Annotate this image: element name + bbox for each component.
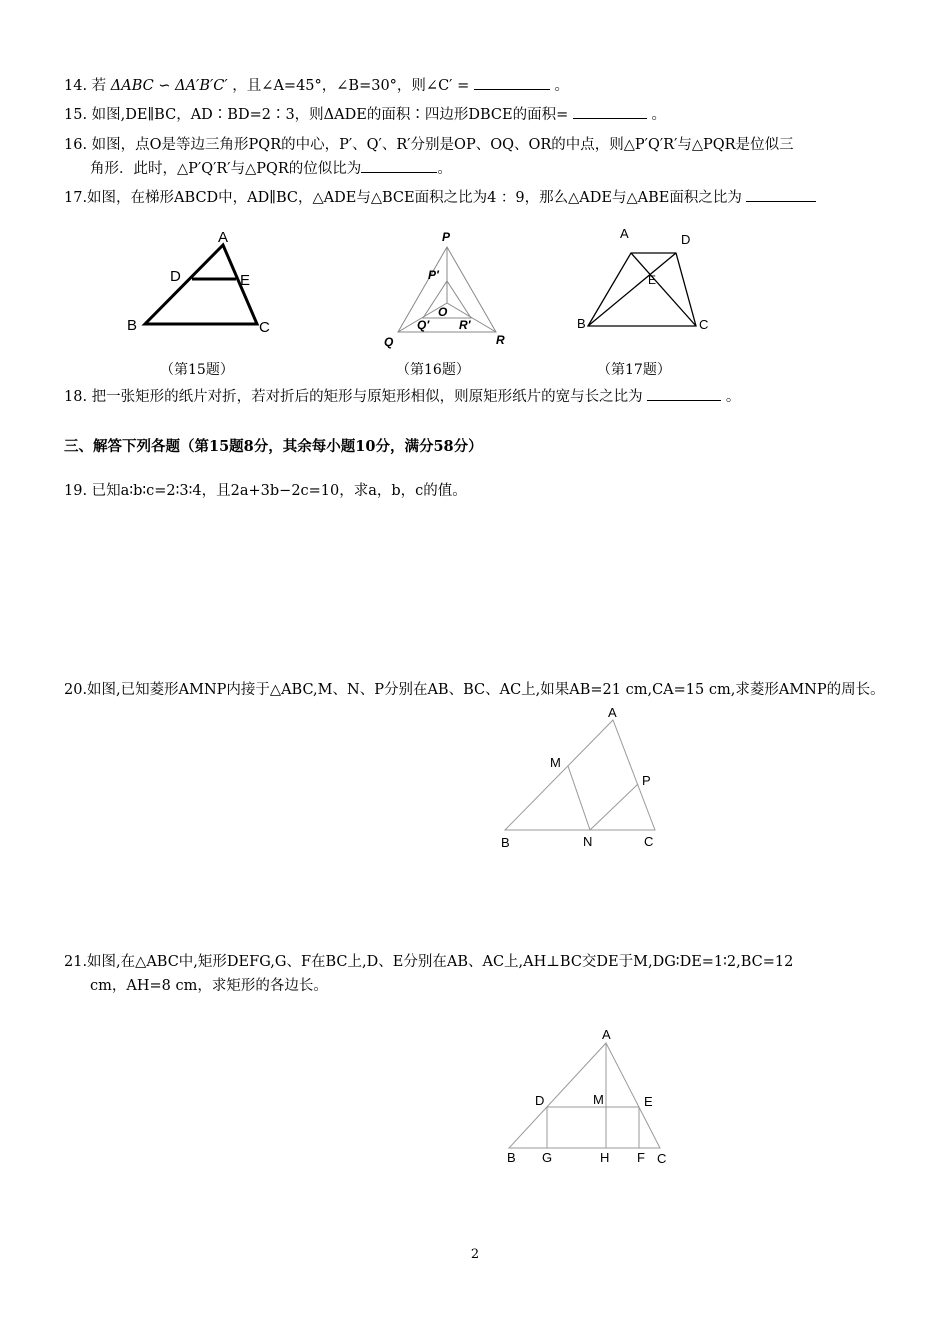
fig21-label-e: E <box>644 1094 653 1109</box>
figure-15 <box>120 225 290 340</box>
question-16 <box>64 133 904 181</box>
q15-end: 。 <box>651 107 666 123</box>
fig16-label-p: P <box>442 230 451 244</box>
q14-formula: ΔABC ∽ ΔA′B′C′ <box>110 78 228 94</box>
fig20-label-b: B <box>501 835 510 850</box>
question-15 <box>64 103 666 124</box>
q16-end: 。 <box>437 161 452 177</box>
fig15-label-d: D <box>170 268 181 285</box>
fig16-label-o: O <box>438 305 448 319</box>
q15-text: 15. 如图,DE∥BC，AD∶BD=2∶3，则ΔADE的面积∶四边形DBCE的面积= <box>64 107 569 123</box>
q17-answer-blank <box>746 201 816 202</box>
q14-prefix: 14. 若 <box>64 78 107 94</box>
fig21-label-d: D <box>535 1093 545 1108</box>
figure-20 <box>495 700 675 855</box>
question-19: 19. 已知a∶b∶c=2∶3∶4，且2a+3b−2c=10，求a，b，c的值。 <box>64 483 467 499</box>
fig15-label-b: B <box>127 317 138 334</box>
fig17-caption: （第17题） <box>597 362 671 378</box>
fig15-label-c: C <box>259 319 270 336</box>
q21-line1: 21.如图,在△ABC中,矩形DEFG,G、F在BC上,D、E分别在AB、AC上,AH⊥BC交DE于M,DG∶DE=1∶2,BC=12 <box>64 954 794 970</box>
fig16-label-p-prime: P′ <box>428 268 439 282</box>
fig17-label-a: A <box>620 226 629 241</box>
fig20-label-n: N <box>583 834 593 849</box>
fig16-label-r-prime: R′ <box>459 318 471 332</box>
question-20: 20.如图,已知菱形AMNP内接于△ABC,M、N、P分别在AB、BC、AC上,如果AB=21 cm,CA=15 cm,求菱形AMNP的周长。 <box>64 682 885 698</box>
figure-16 <box>380 225 520 350</box>
fig21-label-b: B <box>507 1150 516 1165</box>
question-14 <box>64 74 569 95</box>
q18-answer-blank <box>647 400 721 401</box>
fig16-label-q: Q <box>384 335 394 349</box>
q17-text: 17.如图，在梯形ABCD中，AD∥BC，△ADE与△BCE面积之比为4 ：9，那么△ADE与△ABE面积之比为 <box>64 190 742 206</box>
fig16-caption: （第16题） <box>396 362 470 378</box>
fig15-label-e: E <box>240 272 251 289</box>
q16-answer-blank <box>361 172 437 173</box>
q14-suffix: ，且∠A=45°，∠B=30°，则∠C′ = <box>232 78 470 94</box>
q18-end: 。 <box>725 389 741 405</box>
q16-line2: 角形．此时，△P′Q′R′与△PQR的位似比为 <box>90 161 362 177</box>
question-17 <box>64 186 816 207</box>
fig20-label-c: C <box>644 834 654 849</box>
fig17-label-b: B <box>577 316 586 331</box>
page-number: 2 <box>470 1247 480 1262</box>
fig16-label-q-prime: Q′ <box>417 318 430 332</box>
fig15-caption: （第15题） <box>160 362 234 378</box>
question-18 <box>64 385 740 406</box>
fig20-label-p: P <box>642 773 651 788</box>
fig21-label-h: H <box>600 1150 610 1165</box>
fig20-label-m: M <box>550 755 561 770</box>
fig20-label-a: A <box>608 705 617 720</box>
q14-answer-blank <box>474 89 550 90</box>
section-3-heading: 三、解答下列各题（第15题8分，其余每小题10分，满分58分） <box>64 438 483 455</box>
fig21-label-f: F <box>637 1150 645 1165</box>
fig15-label-a: A <box>218 229 229 246</box>
q14-end: 。 <box>554 78 569 94</box>
fig21-label-c: C <box>657 1151 667 1166</box>
q15-answer-blank <box>573 118 647 119</box>
fig17-label-c: C <box>699 317 709 332</box>
fig21-label-m: M <box>593 1092 604 1107</box>
fig17-label-e: E <box>648 273 657 287</box>
question-21 <box>64 950 904 998</box>
q18-text: 18. 把一张矩形的纸片对折，若对折后的矩形与原矩形相似，则原矩形纸片的宽与长之比为 <box>64 389 643 405</box>
figure-17 <box>570 225 730 340</box>
figure-21 <box>500 1020 680 1175</box>
q16-line1: 16. 如图，点O是等边三角形PQR的中心，P′、Q′、R′分别是OP、OQ、OR的中点，则△P′Q′R′与△PQR是位似三 <box>64 137 794 153</box>
fig21-label-a: A <box>602 1027 611 1042</box>
q21-line2: cm，AH=8 cm，求矩形的各边长。 <box>90 978 328 994</box>
fig17-label-d: D <box>681 232 691 247</box>
fig16-label-r: R <box>496 333 505 347</box>
fig21-label-g: G <box>542 1150 553 1165</box>
